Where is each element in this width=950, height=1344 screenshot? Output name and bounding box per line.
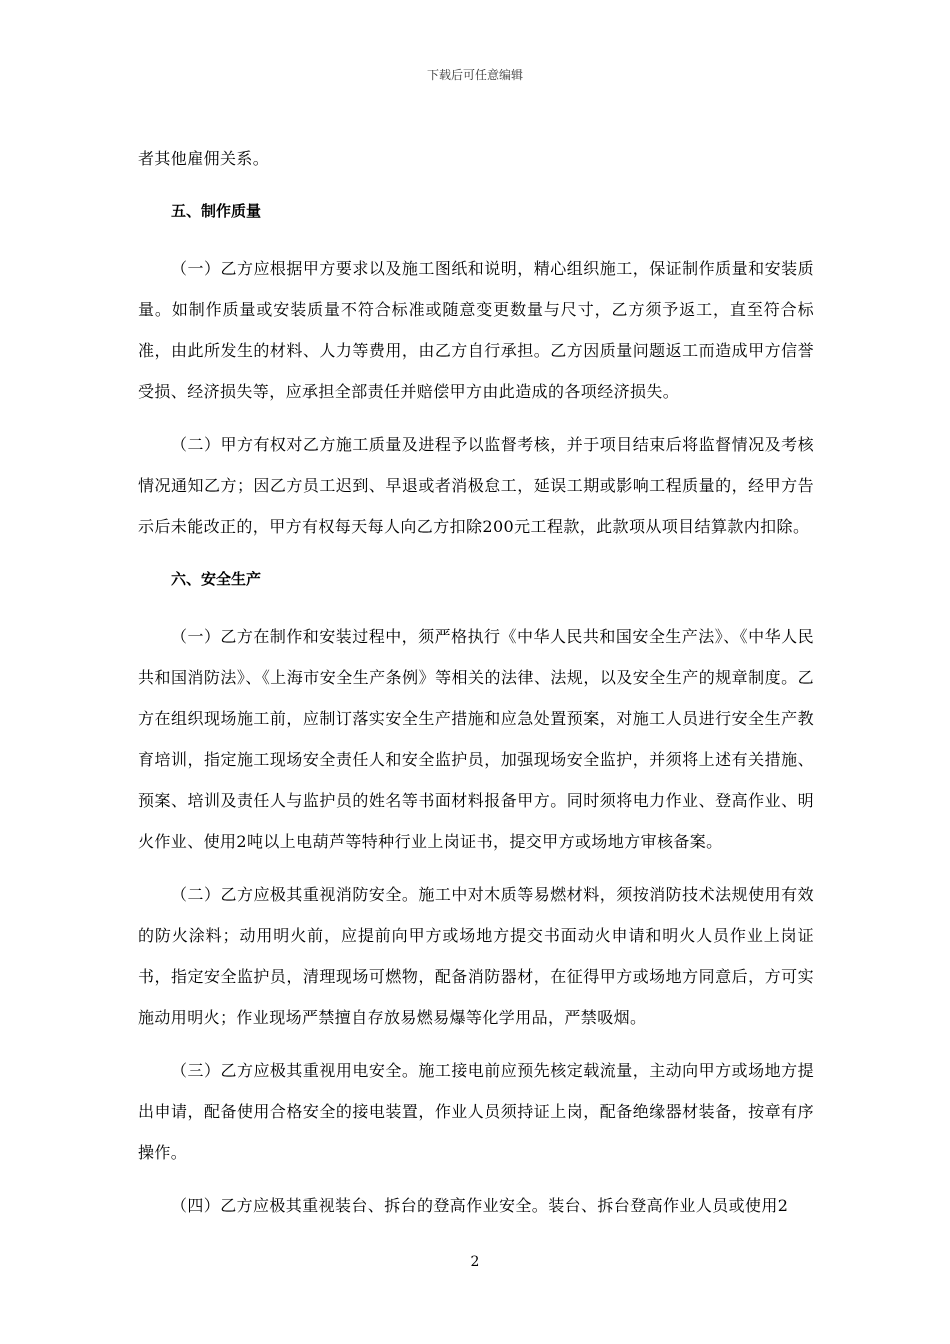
- paragraph-continuation: 者其他雇佣关系。: [138, 149, 270, 168]
- section-heading-quality: 五、制作质量: [171, 202, 262, 220]
- paragraph-safety-4: （四）乙方应极其重视装台、拆台的登高作业安全。装台、拆台登高作业人员或使用2: [171, 1196, 789, 1215]
- paragraph-safety-3: （三）乙方应极其重视用电安全。施工接电前应预先核定载流量，主动向甲方或场地方提出申请，配备使用合格安全的接电装置，作业人员须持证上岗，配备绝缘器材装备，按章有序操作。: [138, 1061, 814, 1162]
- page-header: 下载后可任意编辑: [426, 68, 523, 82]
- page-number: 2: [470, 1254, 480, 1270]
- paragraph-quality-2: （二）甲方有权对乙方施工质量及进程予以监督考核，并于项目结束后将监督情况及考核情况通知乙方；因乙方员工迟到、早退或者消极怠工，延误工期或影响工程质量的，经甲方告示后未能改正的，甲方有权每天每人向乙方扣除200元工程款，此款项从项目结算款内扣除。: [138, 435, 814, 536]
- document-body: [138, 138, 814, 1238]
- paragraph-safety-1: （一）乙方在制作和安装过程中，须严格执行《中华人民共和国安全生产法》、《中华人民共和国消防法》、《上海市安全生产条例》等相关的法律、法规，以及安全生产的规章制度。乙方在组织现场施工前，应制订落实安全生产措施和应急处置预案，对施工人员进行安全生产教育培训，指定施工现场安全责任人和安全监护员，加强现场安全监护，并须将上述有关措施、预案、培训及责任人与监护员的姓名等书面材料报备甲方。同时须将电力作业、登高作业、明火作业、使用2吨以上电葫芦等特种行业上岗证书，提交甲方或场地方审核备案。: [138, 627, 814, 851]
- section-heading-safety: 六、安全生产: [171, 570, 262, 588]
- paragraph-quality-1: （一）乙方应根据甲方要求以及施工图纸和说明，精心组织施工，保证制作质量和安装质量。如制作质量或安装质量不符合标准或随意变更数量与尺寸，乙方须予返工，直至符合标准，由此所发生的材料、人力等费用，由乙方自行承担。乙方因质量问题返工而造成甲方信誉受损、经济损失等，应承担全部责任并赔偿甲方由此造成的各项经济损失。: [138, 259, 814, 401]
- paragraph-safety-2: （二）乙方应极其重视消防安全。施工中对木质等易燃材料，须按消防技术法规使用有效的防火涂料；动用明火前，应提前向甲方或场地方提交书面动火申请和明火人员作业上岗证书，指定安全监护员，清理现场可燃物，配备消防器材，在征得甲方或场地方同意后，方可实施动用明火；作业现场严禁擅自存放易燃易爆等化学用品，严禁吸烟。: [138, 885, 814, 1027]
